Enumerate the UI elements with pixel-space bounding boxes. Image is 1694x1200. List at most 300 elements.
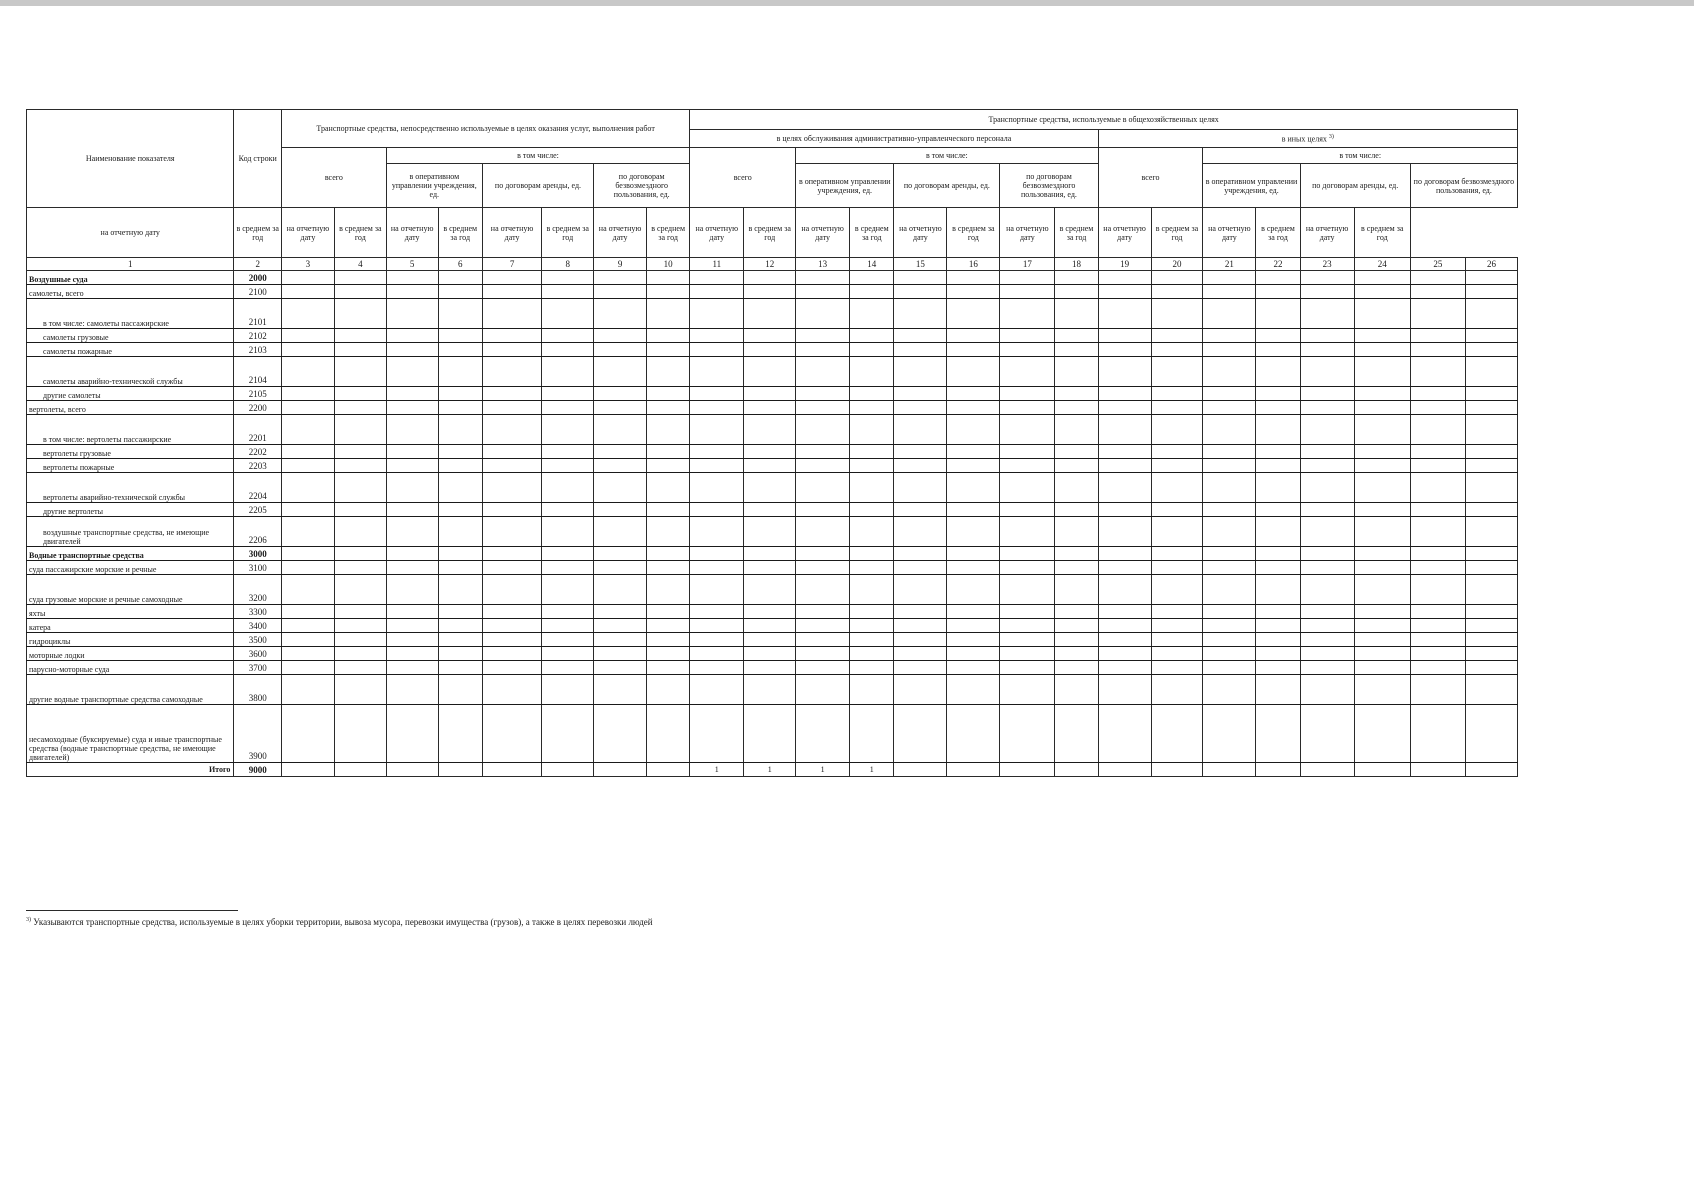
data-cell[interactable]	[1465, 343, 1517, 357]
data-cell[interactable]	[482, 575, 541, 605]
data-cell[interactable]	[594, 575, 647, 605]
data-cell[interactable]	[796, 619, 850, 633]
data-cell[interactable]	[594, 619, 647, 633]
data-cell[interactable]	[386, 271, 438, 285]
data-cell[interactable]	[796, 675, 850, 705]
data-cell[interactable]	[281, 547, 334, 561]
data-cell[interactable]	[690, 271, 744, 285]
data-cell[interactable]	[281, 503, 334, 517]
data-cell[interactable]	[1354, 547, 1410, 561]
data-cell[interactable]	[1098, 285, 1151, 299]
data-cell[interactable]	[647, 661, 690, 675]
data-cell[interactable]	[1203, 675, 1256, 705]
data-cell[interactable]	[1410, 299, 1465, 329]
data-cell[interactable]	[1354, 445, 1410, 459]
data-cell[interactable]	[1354, 619, 1410, 633]
data-cell[interactable]	[1300, 445, 1354, 459]
data-cell[interactable]	[594, 357, 647, 387]
data-cell[interactable]	[281, 459, 334, 473]
data-cell[interactable]	[1354, 299, 1410, 329]
total-cell[interactable]: 1	[796, 763, 850, 777]
data-cell[interactable]	[281, 619, 334, 633]
data-cell[interactable]	[1203, 459, 1256, 473]
data-cell[interactable]	[1055, 459, 1098, 473]
data-cell[interactable]	[1000, 387, 1055, 401]
total-cell[interactable]	[334, 763, 386, 777]
data-cell[interactable]	[1465, 415, 1517, 445]
data-cell[interactable]	[1256, 387, 1300, 401]
data-cell[interactable]	[1055, 633, 1098, 647]
data-cell[interactable]	[647, 561, 690, 575]
data-cell[interactable]	[647, 605, 690, 619]
data-cell[interactable]	[438, 705, 482, 763]
data-cell[interactable]	[281, 401, 334, 415]
data-cell[interactable]	[947, 459, 1000, 473]
data-cell[interactable]	[1256, 473, 1300, 503]
data-cell[interactable]	[1000, 285, 1055, 299]
data-cell[interactable]	[1203, 415, 1256, 445]
data-cell[interactable]	[647, 343, 690, 357]
data-cell[interactable]	[1410, 271, 1465, 285]
data-cell[interactable]	[1203, 285, 1256, 299]
data-cell[interactable]	[690, 547, 744, 561]
total-cell[interactable]: 1	[690, 763, 744, 777]
data-cell[interactable]	[438, 675, 482, 705]
data-cell[interactable]	[1256, 633, 1300, 647]
data-cell[interactable]	[1354, 459, 1410, 473]
total-cell[interactable]	[482, 763, 541, 777]
total-cell[interactable]	[894, 763, 947, 777]
data-cell[interactable]	[744, 415, 796, 445]
data-cell[interactable]	[386, 633, 438, 647]
total-cell[interactable]	[1203, 763, 1256, 777]
data-cell[interactable]	[690, 675, 744, 705]
data-cell[interactable]	[1256, 401, 1300, 415]
data-cell[interactable]	[1256, 445, 1300, 459]
data-cell[interactable]	[1098, 575, 1151, 605]
data-cell[interactable]	[690, 445, 744, 459]
data-cell[interactable]	[438, 661, 482, 675]
data-cell[interactable]	[1151, 547, 1203, 561]
data-cell[interactable]	[281, 661, 334, 675]
data-cell[interactable]	[1000, 647, 1055, 661]
data-cell[interactable]	[482, 473, 541, 503]
data-cell[interactable]	[1055, 605, 1098, 619]
data-cell[interactable]	[334, 329, 386, 343]
data-cell[interactable]	[1203, 503, 1256, 517]
data-cell[interactable]	[647, 705, 690, 763]
data-cell[interactable]	[1203, 633, 1256, 647]
data-cell[interactable]	[1000, 401, 1055, 415]
data-cell[interactable]	[647, 675, 690, 705]
data-cell[interactable]	[647, 401, 690, 415]
data-cell[interactable]	[482, 705, 541, 763]
data-cell[interactable]	[438, 329, 482, 343]
data-cell[interactable]	[894, 675, 947, 705]
data-cell[interactable]	[594, 705, 647, 763]
data-cell[interactable]	[482, 561, 541, 575]
data-cell[interactable]	[1300, 575, 1354, 605]
data-cell[interactable]	[1410, 547, 1465, 561]
data-cell[interactable]	[386, 547, 438, 561]
total-cell[interactable]	[647, 763, 690, 777]
data-cell[interactable]	[947, 299, 1000, 329]
data-cell[interactable]	[690, 575, 744, 605]
data-cell[interactable]	[1465, 633, 1517, 647]
total-cell[interactable]: 1	[850, 763, 894, 777]
data-cell[interactable]	[1098, 473, 1151, 503]
data-cell[interactable]	[482, 329, 541, 343]
data-cell[interactable]	[1354, 605, 1410, 619]
data-cell[interactable]	[1354, 473, 1410, 503]
data-cell[interactable]	[1055, 517, 1098, 547]
data-cell[interactable]	[947, 445, 1000, 459]
data-cell[interactable]	[542, 575, 594, 605]
data-cell[interactable]	[1354, 517, 1410, 547]
data-cell[interactable]	[850, 605, 894, 619]
total-cell[interactable]	[1256, 763, 1300, 777]
data-cell[interactable]	[1151, 329, 1203, 343]
data-cell[interactable]	[438, 387, 482, 401]
data-cell[interactable]	[1151, 705, 1203, 763]
data-cell[interactable]	[482, 675, 541, 705]
data-cell[interactable]	[438, 517, 482, 547]
data-cell[interactable]	[850, 517, 894, 547]
data-cell[interactable]	[1410, 387, 1465, 401]
data-cell[interactable]	[1256, 299, 1300, 329]
data-cell[interactable]	[1151, 675, 1203, 705]
data-cell[interactable]	[1256, 647, 1300, 661]
data-cell[interactable]	[542, 619, 594, 633]
data-cell[interactable]	[744, 647, 796, 661]
data-cell[interactable]	[1055, 619, 1098, 633]
data-cell[interactable]	[594, 299, 647, 329]
data-cell[interactable]	[334, 415, 386, 445]
data-cell[interactable]	[1151, 561, 1203, 575]
data-cell[interactable]	[594, 473, 647, 503]
data-cell[interactable]	[647, 503, 690, 517]
data-cell[interactable]	[482, 517, 541, 547]
data-cell[interactable]	[542, 445, 594, 459]
data-cell[interactable]	[1354, 387, 1410, 401]
data-cell[interactable]	[744, 575, 796, 605]
data-cell[interactable]	[1098, 633, 1151, 647]
data-cell[interactable]	[796, 401, 850, 415]
data-cell[interactable]	[796, 329, 850, 343]
data-cell[interactable]	[1151, 459, 1203, 473]
data-cell[interactable]	[1098, 299, 1151, 329]
data-cell[interactable]	[386, 329, 438, 343]
data-cell[interactable]	[947, 561, 1000, 575]
data-cell[interactable]	[334, 299, 386, 329]
data-cell[interactable]	[386, 459, 438, 473]
data-cell[interactable]	[482, 605, 541, 619]
data-cell[interactable]	[894, 445, 947, 459]
data-cell[interactable]	[1465, 285, 1517, 299]
data-cell[interactable]	[1300, 271, 1354, 285]
data-cell[interactable]	[334, 285, 386, 299]
data-cell[interactable]	[850, 271, 894, 285]
data-cell[interactable]	[1055, 705, 1098, 763]
data-cell[interactable]	[334, 547, 386, 561]
data-cell[interactable]	[690, 647, 744, 661]
data-cell[interactable]	[1000, 561, 1055, 575]
data-cell[interactable]	[1300, 705, 1354, 763]
data-cell[interactable]	[796, 547, 850, 561]
total-cell[interactable]: 1	[744, 763, 796, 777]
data-cell[interactable]	[1055, 357, 1098, 387]
data-cell[interactable]	[850, 661, 894, 675]
data-cell[interactable]	[1203, 271, 1256, 285]
data-cell[interactable]	[690, 343, 744, 357]
data-cell[interactable]	[542, 357, 594, 387]
data-cell[interactable]	[647, 285, 690, 299]
total-cell[interactable]	[947, 763, 1000, 777]
data-cell[interactable]	[1151, 605, 1203, 619]
data-cell[interactable]	[690, 285, 744, 299]
data-cell[interactable]	[1055, 575, 1098, 605]
data-cell[interactable]	[894, 329, 947, 343]
data-cell[interactable]	[386, 445, 438, 459]
data-cell[interactable]	[594, 285, 647, 299]
data-cell[interactable]	[796, 561, 850, 575]
data-cell[interactable]	[690, 503, 744, 517]
data-cell[interactable]	[894, 575, 947, 605]
data-cell[interactable]	[1354, 675, 1410, 705]
data-cell[interactable]	[1410, 445, 1465, 459]
data-cell[interactable]	[438, 285, 482, 299]
data-cell[interactable]	[1256, 575, 1300, 605]
data-cell[interactable]	[894, 517, 947, 547]
data-cell[interactable]	[386, 647, 438, 661]
data-cell[interactable]	[647, 329, 690, 343]
data-cell[interactable]	[894, 357, 947, 387]
data-cell[interactable]	[1098, 445, 1151, 459]
data-cell[interactable]	[1410, 647, 1465, 661]
data-cell[interactable]	[542, 343, 594, 357]
data-cell[interactable]	[334, 661, 386, 675]
data-cell[interactable]	[1300, 459, 1354, 473]
data-cell[interactable]	[1098, 547, 1151, 561]
data-cell[interactable]	[1465, 605, 1517, 619]
data-cell[interactable]	[1151, 343, 1203, 357]
data-cell[interactable]	[796, 459, 850, 473]
data-cell[interactable]	[796, 357, 850, 387]
data-cell[interactable]	[894, 387, 947, 401]
data-cell[interactable]	[1256, 547, 1300, 561]
data-cell[interactable]	[1300, 561, 1354, 575]
data-cell[interactable]	[894, 285, 947, 299]
data-cell[interactable]	[1410, 705, 1465, 763]
data-cell[interactable]	[947, 271, 1000, 285]
data-cell[interactable]	[690, 619, 744, 633]
data-cell[interactable]	[796, 299, 850, 329]
data-cell[interactable]	[1203, 473, 1256, 503]
data-cell[interactable]	[744, 285, 796, 299]
data-cell[interactable]	[542, 517, 594, 547]
data-cell[interactable]	[947, 647, 1000, 661]
data-cell[interactable]	[438, 547, 482, 561]
total-cell[interactable]	[438, 763, 482, 777]
data-cell[interactable]	[386, 675, 438, 705]
data-cell[interactable]	[1055, 661, 1098, 675]
data-cell[interactable]	[386, 387, 438, 401]
data-cell[interactable]	[744, 633, 796, 647]
data-cell[interactable]	[690, 459, 744, 473]
data-cell[interactable]	[1098, 343, 1151, 357]
data-cell[interactable]	[1410, 401, 1465, 415]
data-cell[interactable]	[438, 415, 482, 445]
data-cell[interactable]	[1354, 561, 1410, 575]
data-cell[interactable]	[796, 517, 850, 547]
data-cell[interactable]	[1410, 517, 1465, 547]
data-cell[interactable]	[744, 387, 796, 401]
data-cell[interactable]	[386, 299, 438, 329]
data-cell[interactable]	[850, 647, 894, 661]
data-cell[interactable]	[796, 343, 850, 357]
data-cell[interactable]	[1055, 415, 1098, 445]
data-cell[interactable]	[1000, 503, 1055, 517]
data-cell[interactable]	[482, 387, 541, 401]
data-cell[interactable]	[1465, 705, 1517, 763]
data-cell[interactable]	[647, 445, 690, 459]
data-cell[interactable]	[796, 705, 850, 763]
data-cell[interactable]	[1098, 647, 1151, 661]
data-cell[interactable]	[850, 387, 894, 401]
data-cell[interactable]	[1098, 561, 1151, 575]
data-cell[interactable]	[1151, 271, 1203, 285]
data-cell[interactable]	[482, 647, 541, 661]
data-cell[interactable]	[850, 415, 894, 445]
total-cell[interactable]	[1300, 763, 1354, 777]
data-cell[interactable]	[542, 633, 594, 647]
data-cell[interactable]	[1098, 517, 1151, 547]
data-cell[interactable]	[334, 619, 386, 633]
data-cell[interactable]	[690, 401, 744, 415]
data-cell[interactable]	[542, 547, 594, 561]
data-cell[interactable]	[1151, 473, 1203, 503]
data-cell[interactable]	[334, 357, 386, 387]
data-cell[interactable]	[1410, 459, 1465, 473]
data-cell[interactable]	[850, 473, 894, 503]
data-cell[interactable]	[281, 357, 334, 387]
data-cell[interactable]	[894, 619, 947, 633]
data-cell[interactable]	[482, 547, 541, 561]
data-cell[interactable]	[438, 343, 482, 357]
data-cell[interactable]	[1000, 329, 1055, 343]
data-cell[interactable]	[796, 271, 850, 285]
data-cell[interactable]	[542, 387, 594, 401]
data-cell[interactable]	[744, 343, 796, 357]
data-cell[interactable]	[594, 343, 647, 357]
data-cell[interactable]	[894, 401, 947, 415]
data-cell[interactable]	[1151, 299, 1203, 329]
data-cell[interactable]	[438, 357, 482, 387]
data-cell[interactable]	[334, 271, 386, 285]
data-cell[interactable]	[1203, 619, 1256, 633]
data-cell[interactable]	[1098, 415, 1151, 445]
data-cell[interactable]	[744, 503, 796, 517]
total-cell[interactable]	[1098, 763, 1151, 777]
data-cell[interactable]	[1354, 357, 1410, 387]
data-cell[interactable]	[744, 661, 796, 675]
data-cell[interactable]	[482, 401, 541, 415]
data-cell[interactable]	[947, 517, 1000, 547]
data-cell[interactable]	[1151, 503, 1203, 517]
data-cell[interactable]	[1098, 357, 1151, 387]
data-cell[interactable]	[947, 329, 1000, 343]
data-cell[interactable]	[744, 675, 796, 705]
data-cell[interactable]	[1055, 503, 1098, 517]
data-cell[interactable]	[334, 503, 386, 517]
data-cell[interactable]	[1465, 473, 1517, 503]
data-cell[interactable]	[1300, 415, 1354, 445]
data-cell[interactable]	[438, 575, 482, 605]
data-cell[interactable]	[594, 415, 647, 445]
data-cell[interactable]	[386, 575, 438, 605]
data-cell[interactable]	[1300, 661, 1354, 675]
data-cell[interactable]	[744, 705, 796, 763]
data-cell[interactable]	[1354, 647, 1410, 661]
data-cell[interactable]	[850, 547, 894, 561]
total-cell[interactable]	[386, 763, 438, 777]
data-cell[interactable]	[542, 705, 594, 763]
data-cell[interactable]	[690, 661, 744, 675]
data-cell[interactable]	[744, 547, 796, 561]
data-cell[interactable]	[947, 285, 1000, 299]
data-cell[interactable]	[1055, 343, 1098, 357]
data-cell[interactable]	[438, 473, 482, 503]
data-cell[interactable]	[1203, 547, 1256, 561]
data-cell[interactable]	[1000, 675, 1055, 705]
data-cell[interactable]	[796, 661, 850, 675]
data-cell[interactable]	[334, 445, 386, 459]
data-cell[interactable]	[281, 473, 334, 503]
data-cell[interactable]	[482, 285, 541, 299]
data-cell[interactable]	[1465, 357, 1517, 387]
data-cell[interactable]	[1465, 445, 1517, 459]
data-cell[interactable]	[281, 647, 334, 661]
data-cell[interactable]	[386, 343, 438, 357]
data-cell[interactable]	[947, 619, 1000, 633]
data-cell[interactable]	[281, 299, 334, 329]
data-cell[interactable]	[1300, 329, 1354, 343]
data-cell[interactable]	[947, 675, 1000, 705]
data-cell[interactable]	[1465, 329, 1517, 343]
data-cell[interactable]	[850, 357, 894, 387]
data-cell[interactable]	[947, 343, 1000, 357]
data-cell[interactable]	[1410, 633, 1465, 647]
data-cell[interactable]	[744, 357, 796, 387]
data-cell[interactable]	[281, 445, 334, 459]
data-cell[interactable]	[1300, 647, 1354, 661]
data-cell[interactable]	[542, 271, 594, 285]
data-cell[interactable]	[894, 503, 947, 517]
data-cell[interactable]	[690, 387, 744, 401]
data-cell[interactable]	[947, 605, 1000, 619]
total-cell[interactable]	[594, 763, 647, 777]
data-cell[interactable]	[334, 401, 386, 415]
data-cell[interactable]	[1256, 329, 1300, 343]
data-cell[interactable]	[647, 619, 690, 633]
data-cell[interactable]	[281, 343, 334, 357]
data-cell[interactable]	[482, 445, 541, 459]
data-cell[interactable]	[796, 633, 850, 647]
data-cell[interactable]	[1354, 633, 1410, 647]
data-cell[interactable]	[647, 473, 690, 503]
data-cell[interactable]	[1300, 357, 1354, 387]
data-cell[interactable]	[894, 271, 947, 285]
